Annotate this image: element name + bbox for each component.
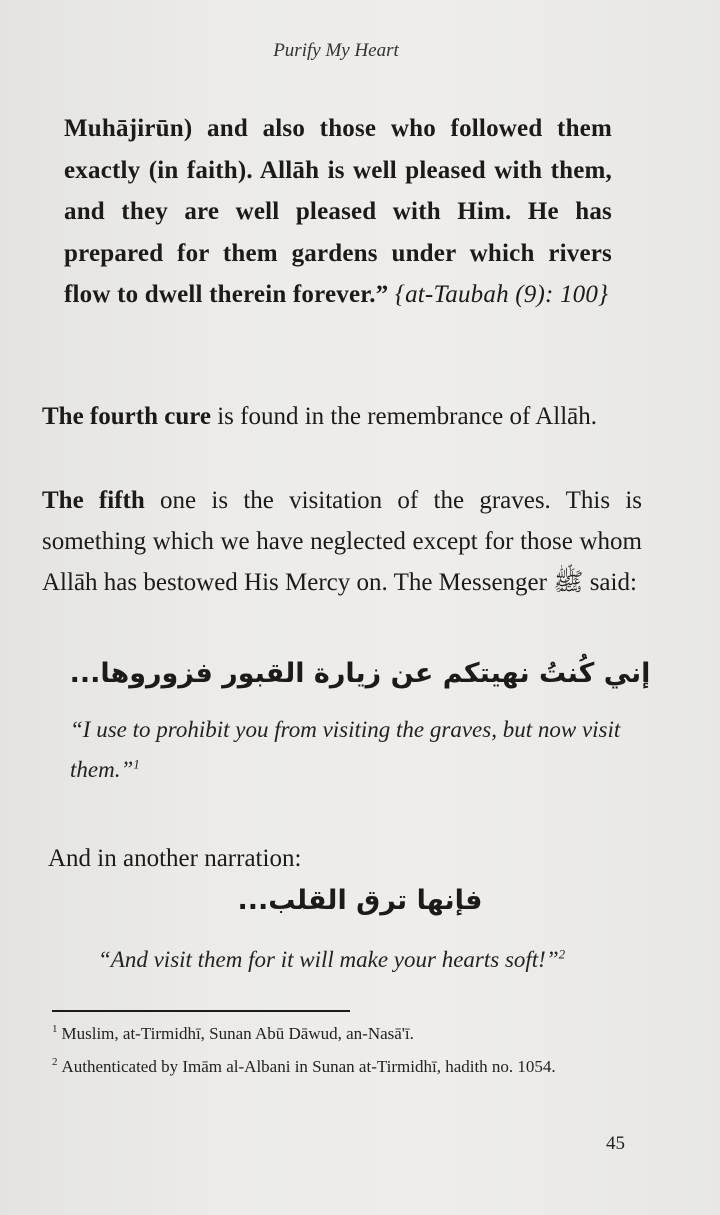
hadith2-arabic: فإنها ترق القلب... [237,885,483,916]
hadith1-translation [70,710,630,790]
verse-citation: {at-Taubah (9): 100} [394,281,609,308]
verse-text: Muhājirūn) and also those who followed them exactly (in faith). Allāh is well pleased with them, and they are well pleased with Him. He has prepared for them gardens under which rivers flow to dwell therein forever.” [64,115,612,308]
hadith2-translation [98,940,618,980]
footnote-1-text: Muslim, at-Tirmidhī, Sunan Abū Dāwud, an-Nasā'ī. [61,1024,414,1043]
verse-quote [64,108,612,316]
footnote-divider [52,1010,350,1012]
footnote-1-number: 1 [52,1023,58,1036]
fourth-cure-lead: The fourth cure [42,403,211,430]
hadith1-arabic: إني كُنتُ نهيتكم عن زيارة القبور فزوروها... [69,658,651,689]
hadith1-translation-text: “I use to prohibit you from visiting the graves, but now visit them.” [70,717,621,782]
another-narration-text: And in another narration: [48,845,302,872]
footnote-2-number: 2 [52,1056,58,1069]
fourth-cure-paragraph [42,396,642,437]
footnote-2-text: Authenticated by Imām al-Albani in Sunan at-Tirmidhī, hadith no. 1054. [61,1057,556,1076]
hadith2-translation-text: “And visit them for it will make your hearts soft!” [98,947,559,972]
footnote-2 [52,1053,642,1081]
page-number: 45 [606,1133,625,1154]
fifth-cure-lead: The fifth [42,487,145,514]
running-title: Purify My Heart [273,40,399,61]
footnote-1 [52,1020,642,1048]
footnote-ref-2[interactable]: 2 [558,946,566,962]
fifth-cure-paragraph [42,480,642,603]
fifth-cure-text: one is the visitation of the graves. This is something which we have neglected except for those whom Allāh has bestowed His Mercy on. The Messenger ﷺ said: [42,487,642,596]
footnote-ref-1[interactable]: 1 [133,756,140,772]
fourth-cure-text: is found in the remembrance of Allāh. [210,403,597,430]
